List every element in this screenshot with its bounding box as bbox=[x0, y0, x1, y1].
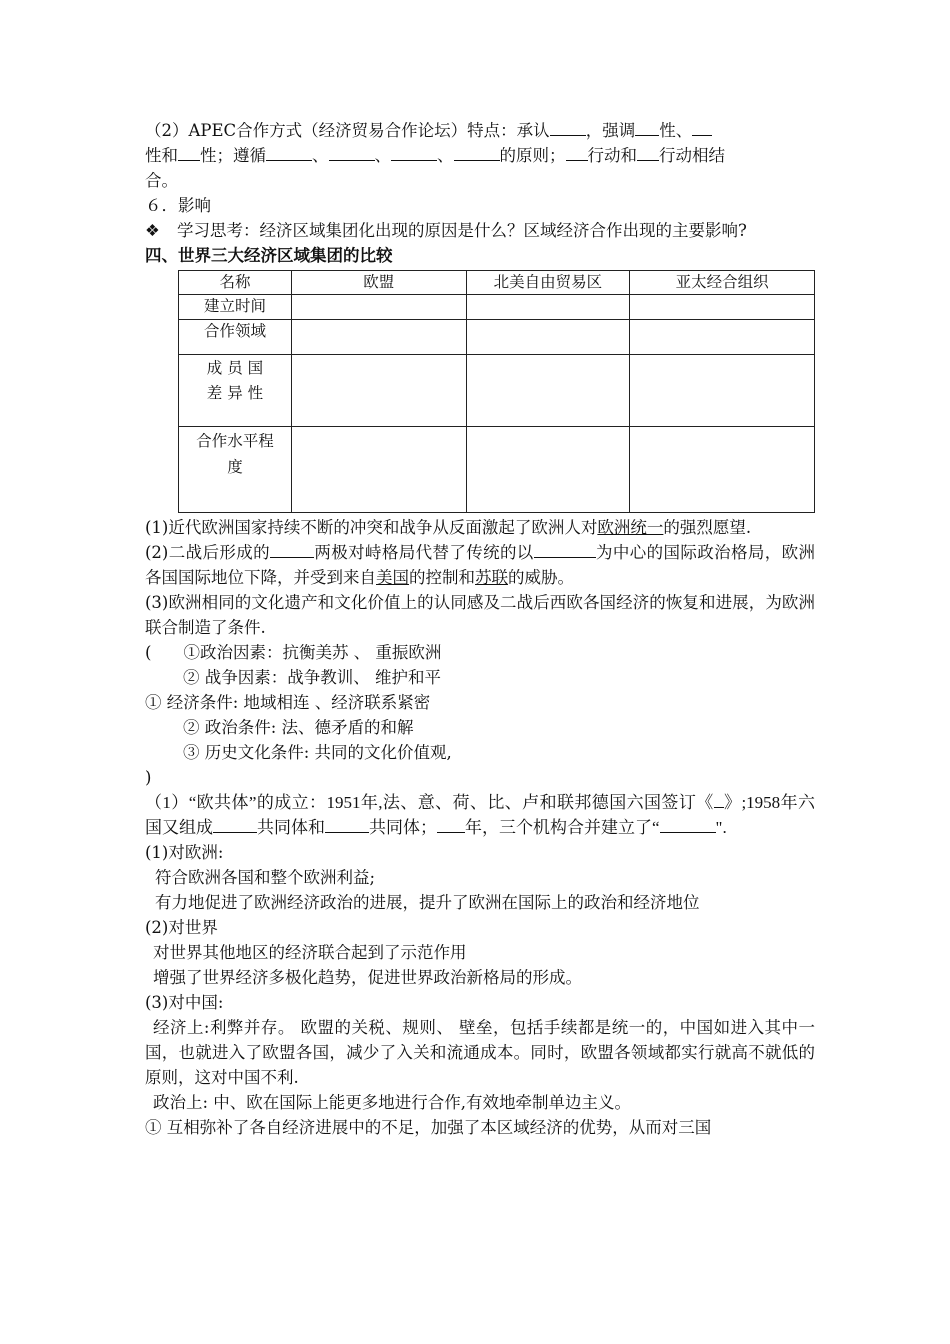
table-row bbox=[179, 320, 815, 355]
impact-item: 增强了世界经济多极化趋势，促进世界政治新格局的形成。 bbox=[153, 968, 582, 987]
apec-text: 行动和 bbox=[587, 146, 637, 165]
table-cell bbox=[630, 355, 815, 427]
paragraph-3: (3)欧洲相同的文化遗产和文化价值上的认同感及二战后西欧各国经济的恢复和进展，为欧洲联合制造了条件. bbox=[145, 593, 815, 637]
table-cell bbox=[291, 427, 466, 513]
table-cell bbox=[291, 295, 466, 320]
row-label: 建立时间 bbox=[179, 295, 292, 320]
table-header: 北美自由贸易区 bbox=[466, 271, 630, 295]
factor-line: ① 经济条件: 地域相连 、经济联系紧密 bbox=[145, 693, 431, 712]
impact-heading: (3)对中国: bbox=[145, 993, 224, 1012]
paragraph-2 bbox=[145, 540, 815, 590]
ec-text: 》;1958年六国又组成 bbox=[145, 793, 815, 837]
ec-text: （1）“欧共体”的成立：1951年,法、意、荷、比、卢和联邦德国六国签订《 bbox=[145, 793, 714, 812]
blank bbox=[714, 790, 724, 808]
table-row bbox=[179, 295, 815, 320]
blank bbox=[660, 815, 716, 833]
row-label: 成 员 国 差 异 性 bbox=[179, 355, 292, 427]
impact-heading: (1)对欧洲: bbox=[145, 843, 224, 862]
apec-text: ，强调 bbox=[585, 121, 636, 140]
table-cell bbox=[291, 355, 466, 427]
table-header: 名称 bbox=[179, 271, 292, 295]
blank bbox=[534, 540, 596, 558]
impact-item: 经济上:利弊并存。 欧盟的关税、规则、 壁垒，包括手续都是统一的，中国如进入其中一国，也就进入了欧盟各国，减少了入关和流通成本。同时，欧盟各领域都实行就高不就低的原则，这对中国不利. bbox=[145, 1018, 815, 1087]
table-cell bbox=[466, 320, 630, 355]
apec-text: 性、 bbox=[659, 121, 693, 140]
ec-text: 共同体和 bbox=[257, 818, 325, 837]
para-text: 为中心的国际政治格局，欧洲各国国际地位下降，并受到来自 bbox=[145, 543, 816, 587]
blank bbox=[329, 143, 375, 161]
ec-text: 年，三个机构合并建立了“ bbox=[465, 818, 660, 837]
apec-line-1 bbox=[145, 118, 815, 143]
blank bbox=[270, 540, 314, 558]
impact-item: 政治上: 中、欧在国际上能更多地进行合作,有效地牵制单边主义。 bbox=[153, 1093, 632, 1112]
table-cell bbox=[630, 295, 815, 320]
table-header: 欧盟 bbox=[291, 271, 466, 295]
table-header-row bbox=[179, 271, 815, 295]
impact-heading: (2)对世界 bbox=[145, 918, 218, 937]
table-cell bbox=[630, 427, 815, 513]
blank bbox=[437, 815, 465, 833]
factor-line bbox=[145, 640, 815, 665]
study-question bbox=[145, 218, 815, 243]
row-label: 合作水平程度 bbox=[179, 427, 292, 513]
blank bbox=[213, 815, 257, 833]
impact-item: 符合欧洲各国和整个欧洲利益; bbox=[155, 868, 376, 887]
impact-item: ① 互相弥补了各自经济进展中的不足，加强了本区域经济的优势，从而对三国 bbox=[145, 1118, 712, 1137]
underlined-text: 苏联 bbox=[475, 568, 508, 587]
table-row bbox=[179, 427, 815, 513]
apec-text: 性和 bbox=[145, 146, 178, 165]
separator: 、 bbox=[312, 146, 329, 165]
paren-close: ) bbox=[145, 768, 152, 787]
apec-text: （2）APEC合作方式（经济贸易合作论坛）特点：承认 bbox=[145, 121, 550, 140]
factor-text: ①政治因素：抗衡美苏 、 重振欧洲 bbox=[183, 643, 442, 662]
diamond-bullet-icon: ❖ bbox=[145, 221, 160, 240]
para-text: 的控制和 bbox=[409, 568, 475, 587]
blank bbox=[325, 815, 369, 833]
para-text: (1)近代欧洲国家持续不断的冲突和战争从反面激起了欧洲人对 bbox=[145, 518, 598, 537]
table-cell bbox=[466, 427, 630, 513]
paren-open: ( bbox=[145, 643, 152, 662]
ec-paragraph bbox=[145, 790, 815, 840]
table-header: 亚太经合组织 bbox=[630, 271, 815, 295]
separator: 、 bbox=[437, 146, 454, 165]
blank bbox=[178, 143, 200, 161]
table-cell bbox=[466, 355, 630, 427]
blank bbox=[637, 143, 659, 161]
underlined-text: 美国 bbox=[376, 568, 409, 587]
document-page bbox=[145, 118, 815, 1140]
underlined-text: 欧洲统一 bbox=[597, 518, 664, 537]
blank bbox=[454, 143, 500, 161]
comparison-table bbox=[178, 270, 815, 513]
blank bbox=[692, 118, 712, 136]
paragraph-1 bbox=[145, 515, 815, 540]
impact-item: 有力地促进了欧洲经济政治的进展，提升了欧洲在国际上的政治和经济地位 bbox=[155, 893, 700, 912]
blank bbox=[266, 143, 312, 161]
table-cell bbox=[630, 320, 815, 355]
ec-text: 共同体； bbox=[369, 818, 437, 837]
factor-line: ② 战争因素：战争教训、 维护和平 bbox=[183, 668, 441, 687]
para-text: (2)二战后形成的 bbox=[145, 543, 270, 562]
blank bbox=[391, 143, 437, 161]
blank bbox=[635, 118, 659, 136]
factor-line: ③ 历史文化条件: 共同的文化价值观, bbox=[183, 743, 452, 762]
table-cell bbox=[291, 320, 466, 355]
para-text: 的强烈愿望. bbox=[663, 518, 752, 537]
para-text: 的威胁。 bbox=[508, 568, 574, 587]
blank bbox=[566, 143, 588, 161]
apec-text: 的原则； bbox=[499, 146, 566, 165]
apec-line-2 bbox=[145, 143, 815, 168]
row-label: 合作领域 bbox=[179, 320, 292, 355]
section-4-title: 四、世界三大经济区域集团的比较 bbox=[145, 246, 393, 265]
table-row bbox=[179, 355, 815, 427]
factor-line: ② 政治条件: 法、德矛盾的和解 bbox=[183, 718, 414, 737]
apec-line-3: 合。 bbox=[145, 171, 178, 190]
apec-text: 性；遵循 bbox=[200, 146, 266, 165]
table-cell bbox=[466, 295, 630, 320]
apec-text: 行动相结 bbox=[659, 146, 725, 165]
ec-text: ". bbox=[715, 818, 727, 837]
separator: 、 bbox=[374, 146, 391, 165]
para-text: 两极对峙格局代替了传统的以 bbox=[313, 543, 534, 562]
section-6-heading: ６．影响 bbox=[145, 196, 211, 215]
impact-item: 对世界其他地区的经济联合起到了示范作用 bbox=[153, 943, 467, 962]
blank bbox=[550, 118, 586, 136]
study-question-text: 学习思考：经济区域集团化出现的原因是什么？区域经济合作出现的主要影响? bbox=[177, 221, 747, 240]
